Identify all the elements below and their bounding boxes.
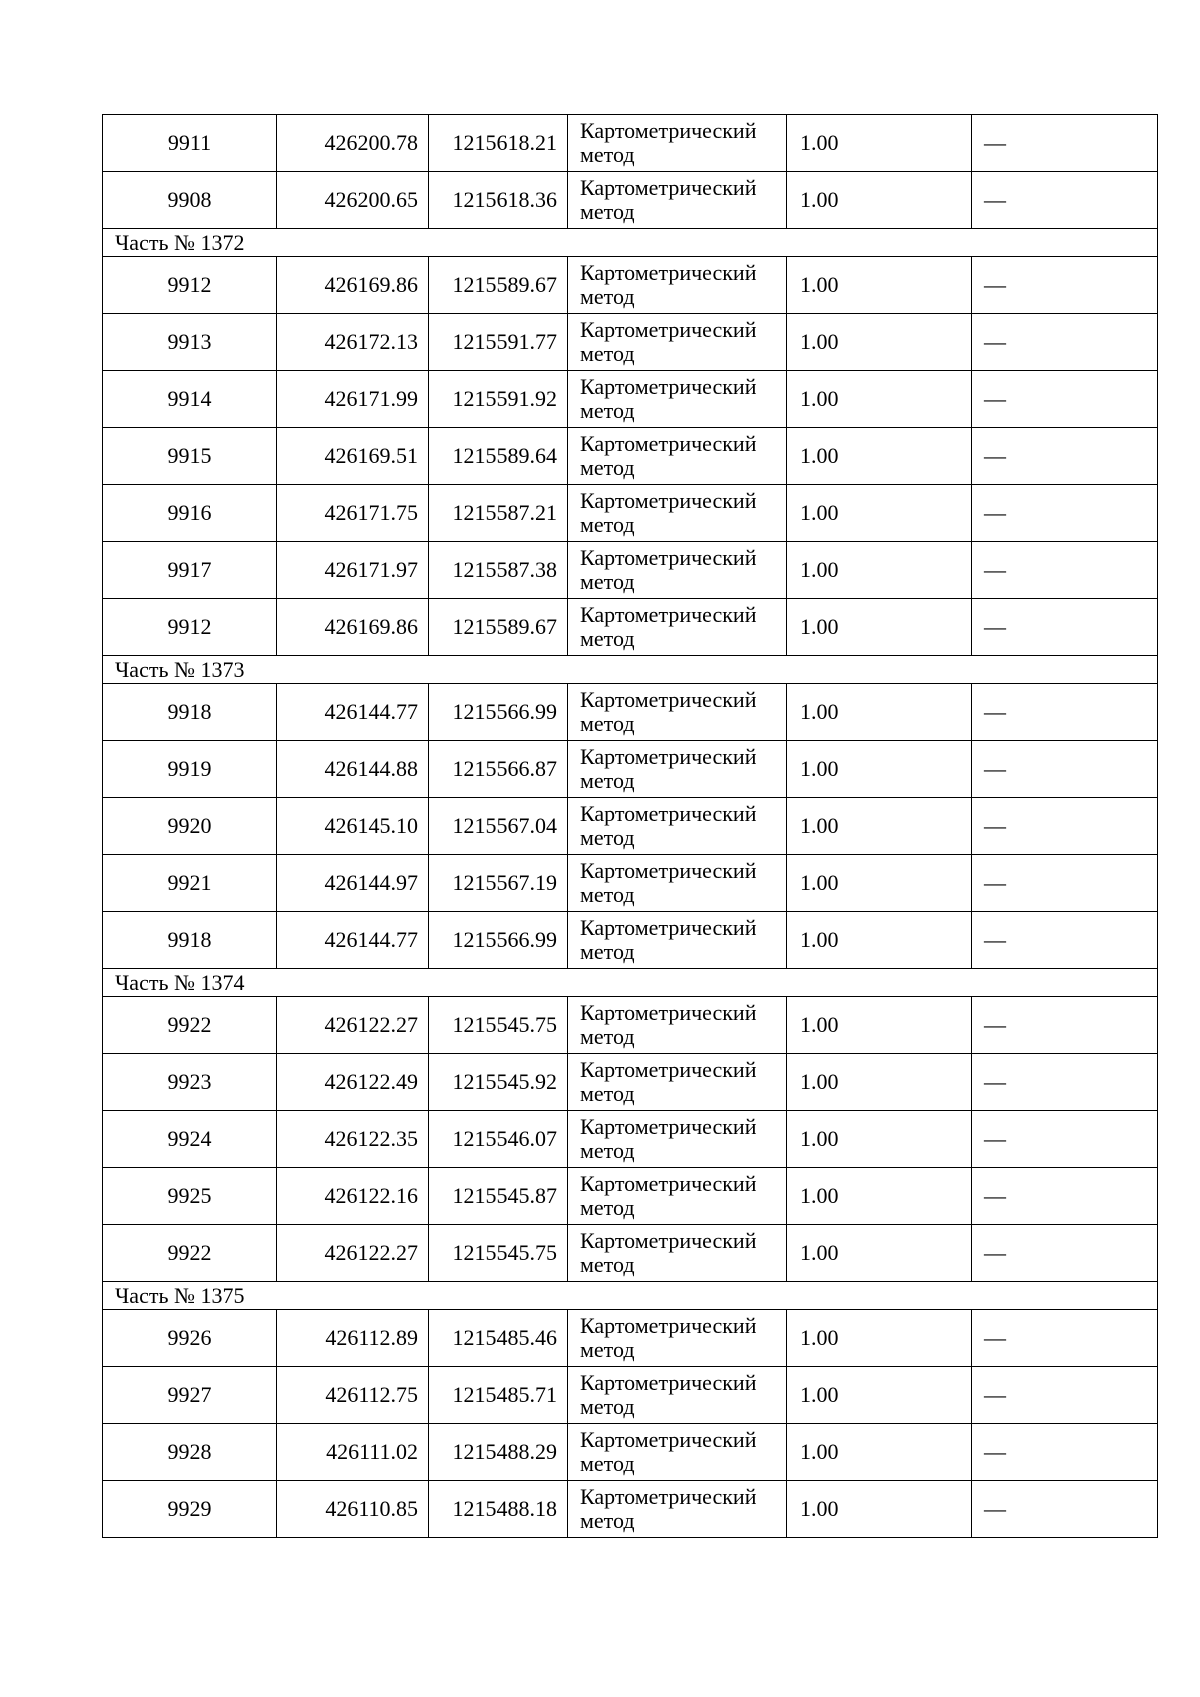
method-line-2: метод [580, 768, 635, 793]
y-coordinate-cell: 1215566.99 [429, 684, 568, 741]
point-number-cell: 9926 [103, 1310, 277, 1367]
accuracy-cell: 1.00 [787, 997, 972, 1054]
method-cell [568, 1310, 787, 1367]
method-line-2: метод [580, 882, 635, 907]
accuracy-cell: 1.00 [787, 798, 972, 855]
table-row [103, 1310, 1158, 1367]
point-number-cell: 9922 [103, 997, 277, 1054]
method-line-2: метод [580, 626, 635, 651]
accuracy-cell: 1.00 [787, 1481, 972, 1538]
note-cell: — [972, 1225, 1158, 1282]
table-row [103, 485, 1158, 542]
x-coordinate-cell: 426169.51 [277, 428, 429, 485]
x-coordinate-cell: 426144.88 [277, 741, 429, 798]
note-cell: — [972, 428, 1158, 485]
note-cell: — [972, 485, 1158, 542]
x-coordinate-cell: 426122.16 [277, 1168, 429, 1225]
method-cell [568, 599, 787, 656]
method-line-1: Картометрический [580, 1057, 757, 1082]
x-coordinate-cell: 426122.27 [277, 997, 429, 1054]
accuracy-cell: 1.00 [787, 1054, 972, 1111]
table-row [103, 314, 1158, 371]
point-number-cell: 9923 [103, 1054, 277, 1111]
method-cell [568, 855, 787, 912]
point-number-cell: 9916 [103, 485, 277, 542]
note-cell: — [972, 1111, 1158, 1168]
accuracy-cell: 1.00 [787, 485, 972, 542]
point-number-cell: 9912 [103, 599, 277, 656]
note-cell: — [972, 741, 1158, 798]
accuracy-cell: 1.00 [787, 1310, 972, 1367]
y-coordinate-cell: 1215546.07 [429, 1111, 568, 1168]
table-row [103, 1367, 1158, 1424]
method-line-1: Картометрический [580, 1000, 757, 1025]
note-cell: — [972, 599, 1158, 656]
point-number-cell: 9919 [103, 741, 277, 798]
method-line-2: метод [580, 1252, 635, 1277]
table-row [103, 115, 1158, 172]
point-number-cell: 9918 [103, 912, 277, 969]
method-line-2: метод [580, 711, 635, 736]
method-line-1: Картометрический [580, 317, 757, 342]
method-line-2: метод [580, 1081, 635, 1106]
point-number-cell: 9914 [103, 371, 277, 428]
method-line-1: Картометрический [580, 374, 757, 399]
y-coordinate-cell: 1215545.75 [429, 1225, 568, 1282]
accuracy-cell: 1.00 [787, 115, 972, 172]
method-line-1: Картометрический [580, 260, 757, 285]
y-coordinate-cell: 1215545.75 [429, 997, 568, 1054]
method-line-2: метод [580, 341, 635, 366]
method-line-2: метод [580, 1337, 635, 1362]
method-cell [568, 1481, 787, 1538]
method-line-1: Картометрический [580, 175, 757, 200]
method-cell [568, 912, 787, 969]
note-cell: — [972, 1367, 1158, 1424]
part-label: Часть № 1372 [103, 229, 1158, 257]
accuracy-cell: 1.00 [787, 257, 972, 314]
method-cell [568, 115, 787, 172]
note-cell: — [972, 912, 1158, 969]
method-cell [568, 542, 787, 599]
x-coordinate-cell: 426171.99 [277, 371, 429, 428]
y-coordinate-cell: 1215567.04 [429, 798, 568, 855]
x-coordinate-cell: 426171.97 [277, 542, 429, 599]
method-line-2: метод [580, 284, 635, 309]
table-row [103, 684, 1158, 741]
note-cell: — [972, 997, 1158, 1054]
point-number-cell: 9911 [103, 115, 277, 172]
method-line-1: Картометрический [580, 431, 757, 456]
table-row [103, 997, 1158, 1054]
method-line-1: Картометрический [580, 602, 757, 627]
method-line-2: метод [580, 512, 635, 537]
note-cell: — [972, 798, 1158, 855]
method-line-1: Картометрический [580, 488, 757, 513]
point-number-cell: 9918 [103, 684, 277, 741]
x-coordinate-cell: 426122.35 [277, 1111, 429, 1168]
method-line-2: метод [580, 1138, 635, 1163]
note-cell: — [972, 115, 1158, 172]
table-row [103, 542, 1158, 599]
part-header-row [103, 656, 1158, 684]
note-cell: — [972, 314, 1158, 371]
table-row [103, 371, 1158, 428]
accuracy-cell: 1.00 [787, 741, 972, 798]
method-line-2: метод [580, 1508, 635, 1533]
point-number-cell: 9925 [103, 1168, 277, 1225]
method-cell [568, 371, 787, 428]
table-row [103, 1168, 1158, 1225]
y-coordinate-cell: 1215591.92 [429, 371, 568, 428]
method-cell [568, 314, 787, 371]
y-coordinate-cell: 1215587.38 [429, 542, 568, 599]
note-cell: — [972, 1481, 1158, 1538]
y-coordinate-cell: 1215589.67 [429, 599, 568, 656]
point-number-cell: 9913 [103, 314, 277, 371]
accuracy-cell: 1.00 [787, 371, 972, 428]
accuracy-cell: 1.00 [787, 684, 972, 741]
method-cell [568, 172, 787, 229]
method-line-1: Картометрический [580, 858, 757, 883]
method-line-1: Картометрический [580, 118, 757, 143]
y-coordinate-cell: 1215566.99 [429, 912, 568, 969]
y-coordinate-cell: 1215589.67 [429, 257, 568, 314]
part-label: Часть № 1373 [103, 656, 1158, 684]
method-cell [568, 485, 787, 542]
point-number-cell: 9912 [103, 257, 277, 314]
table-row [103, 1225, 1158, 1282]
y-coordinate-cell: 1215587.21 [429, 485, 568, 542]
accuracy-cell: 1.00 [787, 855, 972, 912]
coordinates-table [102, 114, 1158, 1538]
table-row [103, 798, 1158, 855]
method-cell [568, 1367, 787, 1424]
method-cell [568, 741, 787, 798]
note-cell: — [972, 1424, 1158, 1481]
method-line-1: Картометрический [580, 1484, 757, 1509]
method-line-1: Картометрический [580, 1313, 757, 1338]
note-cell: — [972, 172, 1158, 229]
method-line-2: метод [580, 142, 635, 167]
table-row [103, 1111, 1158, 1168]
accuracy-cell: 1.00 [787, 314, 972, 371]
table-row [103, 912, 1158, 969]
y-coordinate-cell: 1215591.77 [429, 314, 568, 371]
method-line-2: метод [580, 569, 635, 594]
part-label: Часть № 1375 [103, 1282, 1158, 1310]
method-line-2: метод [580, 398, 635, 423]
method-cell [568, 684, 787, 741]
note-cell: — [972, 1168, 1158, 1225]
method-line-2: метод [580, 939, 635, 964]
method-cell [568, 997, 787, 1054]
accuracy-cell: 1.00 [787, 1225, 972, 1282]
y-coordinate-cell: 1215485.71 [429, 1367, 568, 1424]
method-line-2: метод [580, 1451, 635, 1476]
y-coordinate-cell: 1215545.92 [429, 1054, 568, 1111]
method-line-1: Картометрический [580, 1427, 757, 1452]
y-coordinate-cell: 1215545.87 [429, 1168, 568, 1225]
accuracy-cell: 1.00 [787, 542, 972, 599]
part-label: Часть № 1374 [103, 969, 1158, 997]
note-cell: — [972, 1054, 1158, 1111]
x-coordinate-cell: 426171.75 [277, 485, 429, 542]
table-row [103, 428, 1158, 485]
method-line-1: Картометрический [580, 1171, 757, 1196]
point-number-cell: 9917 [103, 542, 277, 599]
method-cell [568, 1225, 787, 1282]
method-cell [568, 1168, 787, 1225]
point-number-cell: 9922 [103, 1225, 277, 1282]
method-cell [568, 1424, 787, 1481]
y-coordinate-cell: 1215488.29 [429, 1424, 568, 1481]
method-line-2: метод [580, 825, 635, 850]
point-number-cell: 9924 [103, 1111, 277, 1168]
table-row [103, 1481, 1158, 1538]
method-line-1: Картометрический [580, 1370, 757, 1395]
x-coordinate-cell: 426144.77 [277, 912, 429, 969]
method-line-1: Картометрический [580, 1114, 757, 1139]
accuracy-cell: 1.00 [787, 172, 972, 229]
method-line-1: Картометрический [580, 1228, 757, 1253]
table-row [103, 741, 1158, 798]
y-coordinate-cell: 1215618.36 [429, 172, 568, 229]
note-cell: — [972, 371, 1158, 428]
point-number-cell: 9915 [103, 428, 277, 485]
y-coordinate-cell: 1215618.21 [429, 115, 568, 172]
part-header-row [103, 1282, 1158, 1310]
part-header-row [103, 229, 1158, 257]
method-line-2: метод [580, 455, 635, 480]
x-coordinate-cell: 426169.86 [277, 257, 429, 314]
method-cell [568, 798, 787, 855]
accuracy-cell: 1.00 [787, 1367, 972, 1424]
x-coordinate-cell: 426112.75 [277, 1367, 429, 1424]
method-cell [568, 1111, 787, 1168]
method-cell [568, 1054, 787, 1111]
x-coordinate-cell: 426122.49 [277, 1054, 429, 1111]
x-coordinate-cell: 426172.13 [277, 314, 429, 371]
method-cell [568, 428, 787, 485]
y-coordinate-cell: 1215589.64 [429, 428, 568, 485]
accuracy-cell: 1.00 [787, 1111, 972, 1168]
x-coordinate-cell: 426122.27 [277, 1225, 429, 1282]
y-coordinate-cell: 1215566.87 [429, 741, 568, 798]
point-number-cell: 9927 [103, 1367, 277, 1424]
method-line-2: метод [580, 199, 635, 224]
method-line-1: Картометрический [580, 545, 757, 570]
part-header-row [103, 969, 1158, 997]
x-coordinate-cell: 426112.89 [277, 1310, 429, 1367]
table-row [103, 1424, 1158, 1481]
point-number-cell: 9929 [103, 1481, 277, 1538]
table-row [103, 172, 1158, 229]
method-line-1: Картометрический [580, 687, 757, 712]
table-row [103, 257, 1158, 314]
method-line-1: Картометрический [580, 915, 757, 940]
point-number-cell: 9928 [103, 1424, 277, 1481]
method-cell [568, 257, 787, 314]
note-cell: — [972, 1310, 1158, 1367]
accuracy-cell: 1.00 [787, 1424, 972, 1481]
y-coordinate-cell: 1215485.46 [429, 1310, 568, 1367]
method-line-1: Картометрический [580, 801, 757, 826]
table-row [103, 1054, 1158, 1111]
coordinates-table-body [103, 115, 1158, 1538]
x-coordinate-cell: 426110.85 [277, 1481, 429, 1538]
note-cell: — [972, 257, 1158, 314]
y-coordinate-cell: 1215488.18 [429, 1481, 568, 1538]
x-coordinate-cell: 426111.02 [277, 1424, 429, 1481]
point-number-cell: 9920 [103, 798, 277, 855]
note-cell: — [972, 684, 1158, 741]
accuracy-cell: 1.00 [787, 912, 972, 969]
note-cell: — [972, 855, 1158, 912]
x-coordinate-cell: 426169.86 [277, 599, 429, 656]
point-number-cell: 9908 [103, 172, 277, 229]
x-coordinate-cell: 426144.77 [277, 684, 429, 741]
accuracy-cell: 1.00 [787, 1168, 972, 1225]
method-line-2: метод [580, 1195, 635, 1220]
x-coordinate-cell: 426200.65 [277, 172, 429, 229]
table-row [103, 599, 1158, 656]
note-cell: — [972, 542, 1158, 599]
x-coordinate-cell: 426200.78 [277, 115, 429, 172]
x-coordinate-cell: 426144.97 [277, 855, 429, 912]
y-coordinate-cell: 1215567.19 [429, 855, 568, 912]
method-line-2: метод [580, 1024, 635, 1049]
method-line-2: метод [580, 1394, 635, 1419]
accuracy-cell: 1.00 [787, 428, 972, 485]
method-line-1: Картометрический [580, 744, 757, 769]
accuracy-cell: 1.00 [787, 599, 972, 656]
point-number-cell: 9921 [103, 855, 277, 912]
table-row [103, 855, 1158, 912]
x-coordinate-cell: 426145.10 [277, 798, 429, 855]
